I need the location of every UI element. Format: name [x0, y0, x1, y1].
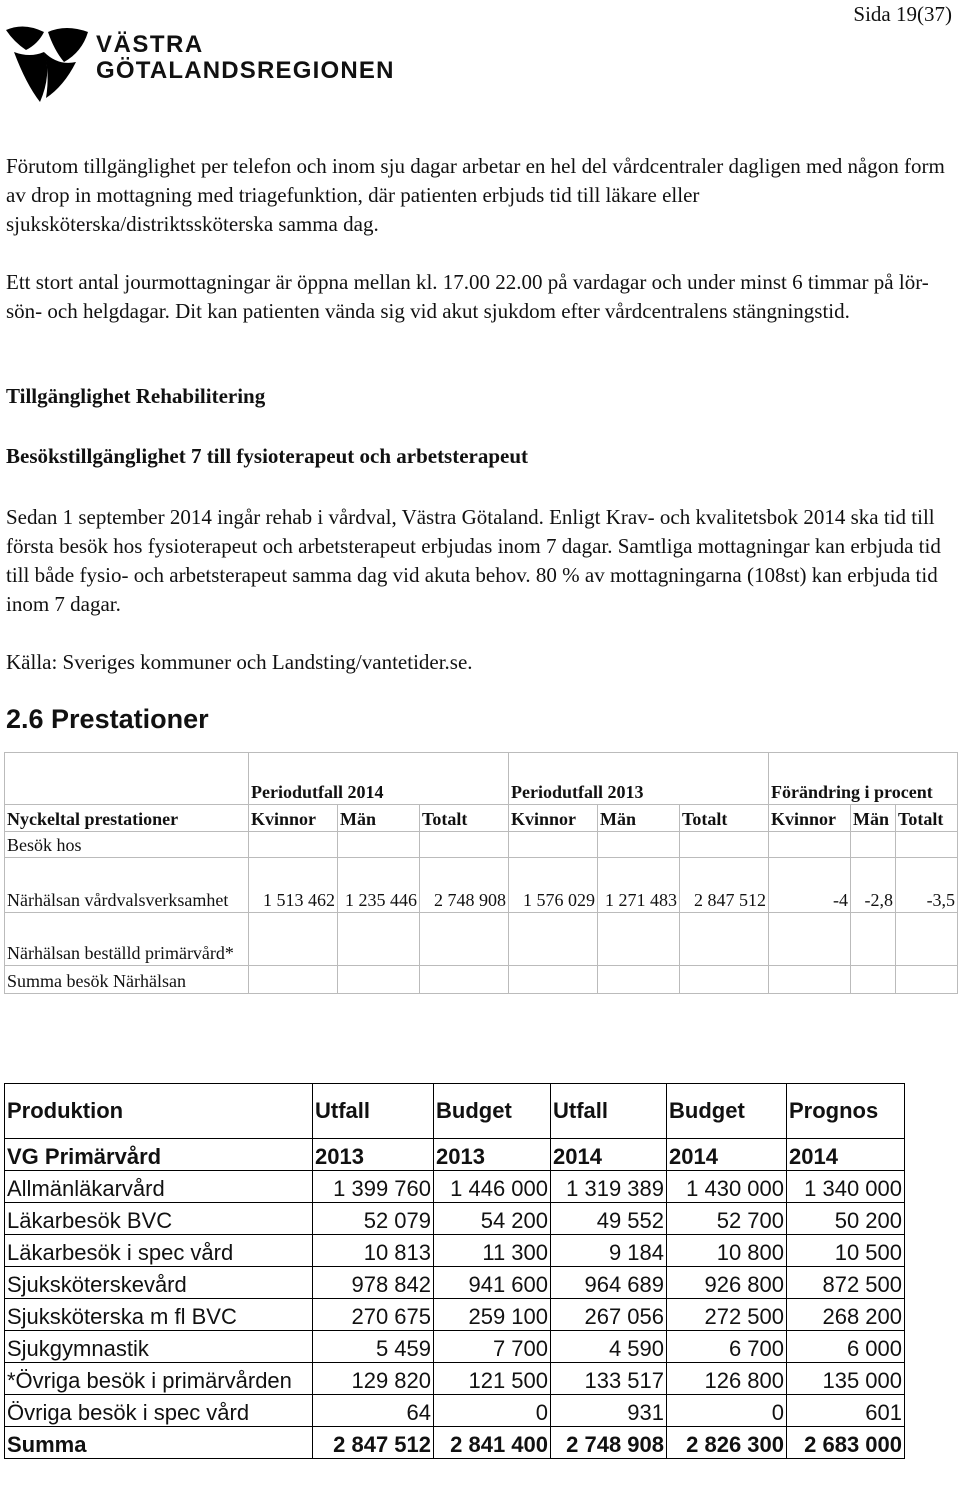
- row-label: Läkarbesök i spec vård: [5, 1235, 313, 1267]
- row-label: Läkarbesök BVC: [5, 1203, 313, 1235]
- total-cell: 2 847 512: [313, 1427, 434, 1459]
- paragraph-jour: Ett stort antal jourmottagningar är öppna mellan kl. 17.00 22.00 på vardagar och under minst 6 timmar på lör- sön- och helgdagar. Dit kan patienten vända sig vid akut sjukdom efter vårdcentralens stängningstid.: [6, 270, 929, 323]
- sub-header: Totalt: [420, 805, 509, 832]
- sub-header: Kvinnor: [249, 805, 338, 832]
- value-cell: 1 576 029: [509, 858, 598, 913]
- table-row: [5, 1171, 905, 1203]
- row-label: Summa besök Närhälsan: [5, 966, 249, 994]
- value-cell: 64: [313, 1395, 434, 1427]
- value-cell: 126 800: [667, 1363, 787, 1395]
- header-cell: Prognos: [787, 1084, 905, 1139]
- value-cell: 11 300: [434, 1235, 551, 1267]
- total-label: Summa: [5, 1427, 313, 1459]
- header-cell: Produktion: [5, 1084, 313, 1139]
- value-cell: 926 800: [667, 1267, 787, 1299]
- produktion-table: [4, 1083, 905, 1459]
- table-row: [5, 913, 958, 966]
- row-header-label: Nyckeltal prestationer: [5, 805, 249, 832]
- value-cell: 931: [551, 1395, 667, 1427]
- table-cell: [5, 753, 249, 805]
- heading-rehab: Tillgänglighet Rehabilitering: [6, 384, 266, 408]
- value-cell: 1 235 446: [338, 858, 420, 913]
- value-cell: 270 675: [313, 1299, 434, 1331]
- value-cell: 6 700: [667, 1331, 787, 1363]
- total-cell: 2 826 300: [667, 1427, 787, 1459]
- sub-header: Män: [338, 805, 420, 832]
- value-cell: 1 446 000: [434, 1171, 551, 1203]
- sub-header: Män: [851, 805, 896, 832]
- total-cell: 2 683 000: [787, 1427, 905, 1459]
- value-cell: 10 500: [787, 1235, 905, 1267]
- logo-emblem-icon: [4, 22, 94, 108]
- value-cell: 964 689: [551, 1267, 667, 1299]
- sub-header: Totalt: [896, 805, 958, 832]
- header-cell: Utfall: [313, 1084, 434, 1139]
- table-row: [5, 966, 958, 994]
- header-cell: 2013: [434, 1139, 551, 1171]
- row-label: Övriga besök i spec vård: [5, 1395, 313, 1427]
- table-row: [5, 1395, 905, 1427]
- prestationer-table: [4, 752, 958, 994]
- value-cell: 1 430 000: [667, 1171, 787, 1203]
- logo-line-2: GÖTALANDSREGIONEN: [96, 57, 395, 84]
- paragraph-source: Källa: Sveriges kommuner och Landsting/vantetider.se.: [6, 650, 473, 674]
- header-cell: VG Primärvård: [5, 1139, 313, 1171]
- value-cell: 6 000: [787, 1331, 905, 1363]
- sub-header: Män: [598, 805, 680, 832]
- region-logo: [4, 22, 394, 108]
- value-cell: 1 399 760: [313, 1171, 434, 1203]
- header-cell: 2014: [787, 1139, 905, 1171]
- value-cell: 129 820: [313, 1363, 434, 1395]
- value-cell: -3,5: [896, 858, 958, 913]
- value-cell: -4: [769, 858, 851, 913]
- paragraph-dropin: Förutom tillgänglighet per telefon och inom sju dagar arbetar en hel del vårdcentraler dagligen med någon form av drop in mottagning med triagefunktion, där patienten erbjuds tid till läkare eller sjuksköterska/distriktssköterska samma dag.: [6, 154, 945, 236]
- value-cell: 52 079: [313, 1203, 434, 1235]
- row-label: Sjuksköterskevård: [5, 1267, 313, 1299]
- value-cell: 5 459: [313, 1331, 434, 1363]
- value-cell: 2 847 512: [680, 858, 769, 913]
- value-cell: 54 200: [434, 1203, 551, 1235]
- table-row: [5, 1363, 905, 1395]
- header-row-1: [5, 1084, 905, 1139]
- header-row-2: [5, 1139, 905, 1171]
- value-cell: 10 800: [667, 1235, 787, 1267]
- value-cell: 872 500: [787, 1267, 905, 1299]
- group-header-change: Förändring i procent: [769, 753, 958, 805]
- value-cell: 0: [667, 1395, 787, 1427]
- sub-header: Totalt: [680, 805, 769, 832]
- value-cell: 1 513 462: [249, 858, 338, 913]
- header-cell: 2014: [551, 1139, 667, 1171]
- value-cell: 10 813: [313, 1235, 434, 1267]
- total-row: [5, 1427, 905, 1459]
- heading-besokstillganglighet: Besökstillgänglighet 7 till fysioterapeut och arbetsterapeut: [6, 444, 529, 468]
- row-label: *Övriga besök i primärvården: [5, 1363, 313, 1395]
- value-cell: 4 590: [551, 1331, 667, 1363]
- section-title: 2.6 Prestationer: [6, 704, 209, 734]
- value-cell: 135 000: [787, 1363, 905, 1395]
- group-header-2013: Periodutfall 2013: [509, 753, 769, 805]
- value-cell: 267 056: [551, 1299, 667, 1331]
- table-row: [5, 1235, 905, 1267]
- value-cell: 49 552: [551, 1203, 667, 1235]
- header-cell: 2014: [667, 1139, 787, 1171]
- sub-header: Kvinnor: [509, 805, 598, 832]
- value-cell: 0: [434, 1395, 551, 1427]
- value-cell: 978 842: [313, 1267, 434, 1299]
- value-cell: 1 271 483: [598, 858, 680, 913]
- table-row: [5, 1331, 905, 1363]
- row-label: Sjukgymnastik: [5, 1331, 313, 1363]
- table-row: [5, 1267, 905, 1299]
- table-row: [5, 1203, 905, 1235]
- value-cell: 259 100: [434, 1299, 551, 1331]
- row-label: Besök hos: [5, 832, 249, 858]
- table-row: [5, 858, 958, 913]
- total-cell: 2 841 400: [434, 1427, 551, 1459]
- value-cell: -2,8: [851, 858, 896, 913]
- table-row: [5, 1299, 905, 1331]
- header-cell: 2013: [313, 1139, 434, 1171]
- sub-header: Kvinnor: [769, 805, 851, 832]
- value-cell: 941 600: [434, 1267, 551, 1299]
- header-cell: Budget: [667, 1084, 787, 1139]
- logo-line-1: VÄSTRA: [96, 31, 204, 58]
- total-cell: 2 748 908: [551, 1427, 667, 1459]
- page-number: Sida 19(37): [853, 2, 952, 26]
- group-header-2014: Periodutfall 2014: [249, 753, 509, 805]
- value-cell: 121 500: [434, 1363, 551, 1395]
- value-cell: 2 748 908: [420, 858, 509, 913]
- value-cell: 601: [787, 1395, 905, 1427]
- value-cell: 50 200: [787, 1203, 905, 1235]
- value-cell: 52 700: [667, 1203, 787, 1235]
- paragraph-rehab: Sedan 1 september 2014 ingår rehab i vårdval, Västra Götaland. Enligt Krav- och kvalitetsbok 2014 ska tid till första besök hos fysioterapeut och arbetsterapeut erbjudas inom 7 dagar. Samtliga mottagningar kan erbjuda tid till både fysio- och arbetsterapeut samma dag vid akuta behov. 80 % av mottagningarna (108st) kan erbjuda tid inom 7 dagar.: [6, 505, 941, 616]
- header-cell: Budget: [434, 1084, 551, 1139]
- value-cell: 7 700: [434, 1331, 551, 1363]
- row-label: Närhälsan beställd primärvård*: [5, 913, 249, 966]
- value-cell: 9 184: [551, 1235, 667, 1267]
- value-cell: 133 517: [551, 1363, 667, 1395]
- row-label: Sjuksköterska m fl BVC: [5, 1299, 313, 1331]
- value-cell: 1 340 000: [787, 1171, 905, 1203]
- table-row: [5, 832, 958, 858]
- row-label: Närhälsan vårdvalsverksamhet: [5, 858, 249, 913]
- row-label: Allmänläkarvård: [5, 1171, 313, 1203]
- header-cell: Utfall: [551, 1084, 667, 1139]
- value-cell: 268 200: [787, 1299, 905, 1331]
- value-cell: 1 319 389: [551, 1171, 667, 1203]
- value-cell: 272 500: [667, 1299, 787, 1331]
- logo-wordmark: [96, 32, 395, 84]
